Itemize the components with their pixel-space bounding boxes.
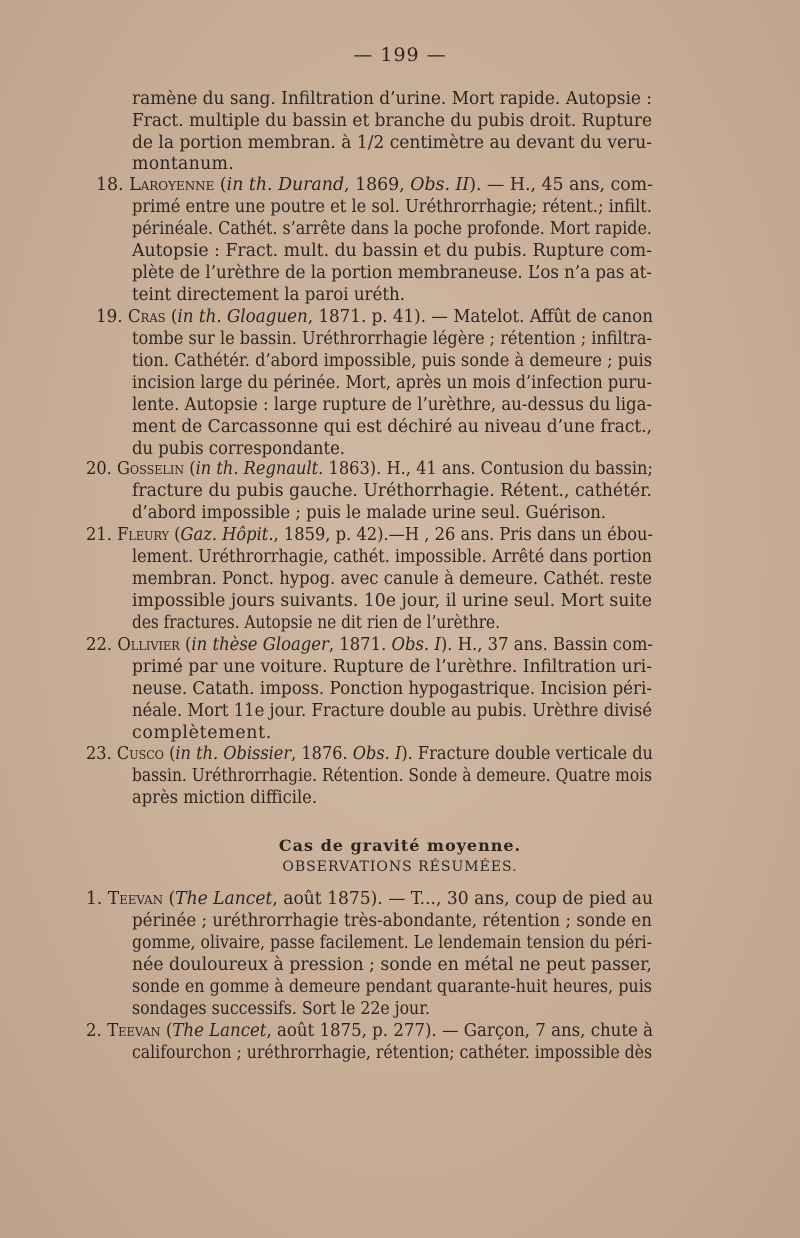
text-run: lement. Uréthrorrhagie, cathét. impossible. Arrêté dans portion — [132, 547, 652, 567]
text-line — [96, 174, 653, 196]
text-run: ( — [214, 175, 227, 195]
text-line — [86, 634, 653, 656]
text-run: ( — [163, 744, 176, 764]
text-line — [132, 954, 652, 976]
text-run: califourchon ; uréthrorrhagie, rétention; cathéter. impossible dès — [132, 1043, 653, 1063]
text-run: 21. — [86, 525, 118, 545]
text-line — [132, 976, 652, 998]
text-line — [132, 568, 652, 590]
text-line — [132, 910, 652, 932]
text-run: ( — [165, 307, 178, 327]
text-run: après miction difficile. — [132, 788, 318, 808]
text-line — [132, 1042, 652, 1064]
section-subheading: OBSERVATIONS RÉSUMÉES. — [282, 859, 518, 875]
text-run: teint directement la paroi uréth. — [132, 285, 405, 305]
text-run: , 1871. p. 41). — Matelot. Affût de canon — [307, 307, 653, 327]
citation-italic: in thèse Gloager — [191, 635, 329, 655]
text-line — [132, 765, 652, 787]
text-run: primé par une voiture. Rupture de l’urèthre. Infiltration uri- — [132, 657, 653, 677]
text-run: fracture du pubis gauche. Uréthorrhagie. Rétent., cathétér. — [132, 481, 653, 501]
text-run: Fract. multiple du bassin et branche du pubis droit. Rupture — [132, 111, 653, 131]
text-run: membran. Ponct. hypog. avec canule à demeure. Cathét. reste — [132, 569, 653, 589]
text-line — [86, 458, 653, 480]
text-line — [132, 196, 652, 218]
text-run: 19. — [96, 307, 128, 327]
text-run: lente. Autopsie : large rupture de l’urèthre, au-dessus du liga- — [132, 395, 653, 415]
text-run: ). — H., 45 ans, com- — [469, 175, 653, 195]
text-run: ramène du sang. Infiltration d’urine. Mort rapide. Autopsie : — [132, 89, 652, 109]
text-run: ). H., 37 ans. Bassin com- — [440, 635, 653, 655]
author-name: Cras — [127, 307, 166, 327]
citation-italic: Obs. II — [410, 175, 470, 195]
text-run: du pubis correspondante. — [132, 439, 346, 459]
text-run: , août 1875, p. 277). — Garçon, 7 ans, chute à — [266, 1021, 653, 1041]
text-line — [132, 502, 606, 524]
text-run: 20. — [86, 459, 117, 479]
text-run: ( — [179, 635, 192, 655]
author-name: Fleury — [117, 525, 170, 545]
author-name: Laroyenne — [129, 175, 215, 195]
text-run: gomme, olivaire, passe facilement. Le lendemain tension du péri- — [132, 933, 652, 953]
text-line — [132, 722, 272, 744]
text-run: , 1859, p. 42).—H , 26 ans. Pris dans un ébou- — [273, 525, 654, 545]
citation-italic: in th. Regnault — [195, 459, 319, 479]
text-line — [86, 524, 653, 546]
text-line — [132, 262, 652, 284]
text-run: néale. Mort 11e jour. Fracture double au pubis. Urèthre divisé — [132, 701, 652, 721]
text-run: montanum. — [132, 154, 234, 174]
section-heading: Cas de gravité moyenne. — [278, 836, 522, 855]
text-line — [132, 218, 652, 240]
citation-italic: Obs. I — [352, 744, 402, 764]
text-run: neuse. Catath. imposs. Ponction hypogastrique. Incision péri- — [132, 679, 653, 699]
text-run: périnée ; uréthrorrhagie très-abondante, rétention ; sonde en — [132, 911, 652, 931]
author-name: Ollivier — [117, 635, 180, 655]
text-run: primé entre une poutre et le sol. Uréthrorrhagie; rétent.; infilt. — [132, 197, 653, 217]
text-line — [132, 372, 652, 394]
text-run: ( — [184, 459, 196, 479]
text-run: , 1876. — [291, 744, 353, 764]
text-line — [132, 932, 652, 954]
text-line — [132, 416, 652, 438]
text-run: sondages successifs. Sort le 22e jour. — [132, 999, 430, 1019]
text-line — [132, 350, 652, 372]
text-line — [132, 132, 652, 154]
text-line — [132, 590, 652, 612]
author-name: Teevan — [107, 889, 164, 909]
text-run: de la portion membran. à 1/2 centimètre au devant du veru- — [132, 133, 653, 153]
author-name: Cusco — [116, 744, 164, 764]
text-run: ( — [169, 525, 181, 545]
text-line — [132, 328, 652, 350]
text-line — [86, 888, 653, 910]
text-run: ( — [160, 1021, 173, 1041]
text-line — [132, 284, 405, 306]
text-run: tion. Cathétér. d’abord impossible, puis sonde à demeure ; puis — [132, 351, 653, 371]
text-run: tombe sur le bassin. Uréthrorrhagie légère ; rétention ; infiltra- — [132, 329, 652, 349]
citation-italic: The Lancet — [175, 889, 273, 909]
text-run: 18. — [96, 175, 130, 195]
author-name: Teevan — [107, 1021, 161, 1041]
text-line — [132, 678, 652, 700]
text-line — [132, 438, 345, 460]
citation-italic: in th. Durand — [226, 175, 345, 195]
text-line — [86, 743, 653, 765]
text-run: sonde en gomme à demeure pendant quarante-huit heures, puis — [132, 977, 653, 997]
text-line — [132, 153, 234, 175]
text-run: 1. — [86, 889, 108, 909]
text-run: bassin. Uréthrorrhagie. Rétention. Sonde à demeure. Quatre mois — [132, 766, 653, 786]
text-run: . 1863). H., 41 ans. Contusion du bassin; — [318, 459, 653, 479]
text-run: 2. — [86, 1021, 108, 1041]
text-run: d’abord impossible ; puis le malade urine seul. Guérison. — [132, 503, 607, 523]
text-line — [96, 306, 653, 328]
page-number: — 199 — — [353, 44, 447, 66]
text-line — [132, 656, 652, 678]
text-run: incision large du périnée. Mort, après un mois d’infection puru- — [132, 373, 653, 393]
citation-italic: The Lancet — [172, 1021, 267, 1041]
text-line — [132, 240, 652, 262]
text-run: des fractures. Autopsie ne dit rien de l’urèthre. — [132, 613, 500, 633]
text-run: , 1869, — [344, 175, 411, 195]
text-line — [132, 88, 652, 110]
text-line — [132, 480, 652, 502]
text-line — [132, 546, 652, 568]
text-line — [132, 787, 317, 809]
text-run: ( — [163, 889, 176, 909]
text-line — [132, 998, 430, 1020]
text-line — [86, 1020, 653, 1042]
text-run: périnéale. Cathét. s’arrête dans la poche profonde. Mort rapide. — [132, 219, 652, 239]
text-run: plète de l’urèthre de la portion membraneuse. L’os n’a pas at- — [132, 263, 652, 283]
text-line — [132, 612, 500, 634]
citation-italic: Gaz. Hôpit. — [180, 525, 274, 545]
citation-italic: in th. Gloaguen — [177, 307, 308, 327]
text-run: ment de Carcassonne qui est déchiré au niveau d’une fract., — [132, 417, 653, 437]
text-run: ). Fracture double verticale du — [401, 744, 653, 764]
text-run: , 1871. — [328, 635, 392, 655]
text-line — [132, 700, 652, 722]
text-line — [132, 394, 652, 416]
text-run: , août 1875). — T..., 30 ans, coup de pied au — [272, 889, 654, 909]
author-name: Gosselin — [116, 459, 185, 479]
text-run: complètement. — [132, 723, 273, 743]
citation-italic: in th. Obissier — [175, 744, 292, 764]
text-run: Autopsie : Fract. mult. du bassin et du pubis. Rupture com- — [132, 241, 653, 261]
text-run: née douloureux à pression ; sonde en métal ne peut passer, — [132, 955, 652, 975]
text-run: 22. — [86, 635, 118, 655]
text-line — [132, 110, 652, 132]
text-run: impossible jours suivants. 10e jour, il urine seul. Mort suite — [132, 591, 653, 611]
citation-italic: Obs. I — [391, 635, 441, 655]
text-run: 23. — [86, 744, 117, 764]
